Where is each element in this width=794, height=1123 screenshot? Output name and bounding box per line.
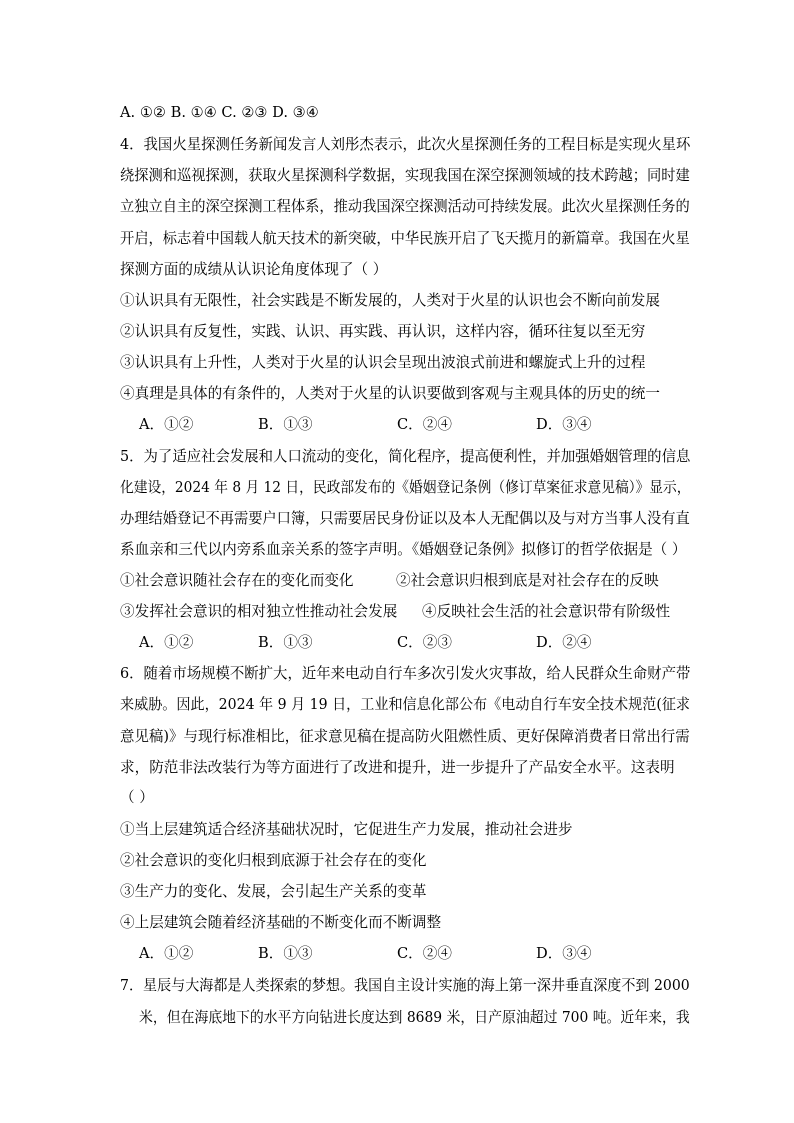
q5-stem-line: 系血亲和三代以内旁系血亲关系的签字声明。《婚姻登记条例》拟修订的哲学依据是（ ） — [120, 541, 687, 558]
q4-stem-line: 绕探测和巡视探测，获取火星探测科学数据，实现我国在深空探测领域的技术跨越；同时建 — [120, 167, 690, 184]
q6-statement: ①当上层建筑适合经济基础状况时，它促进生产力发展，推动社会进步 — [120, 821, 573, 838]
q6-stem-line: 来威胁。因此，2024 年 9 月 19 日，工业和信息化部公布《电动自行车安全技术规范(征求 — [120, 696, 691, 713]
q5-stem-line: 办理结婚登记不再需要户口簿，只需要居民身份证以及本人无配偶以及与对方当事人没有直 — [120, 510, 690, 527]
option-d: D．②④ — [536, 634, 592, 651]
option-c: C．②③ — [397, 634, 452, 651]
q5-statement: ③发挥社会意识的相对独立性推动社会发展 — [120, 603, 398, 620]
q5-statement-row — [120, 571, 680, 591]
q6-statement: ③生产力的变化、发展，会引起生产关系的变革 — [120, 883, 427, 900]
q4-stem-line: 立独立自主的深空探测工程体系，推动我国深空探测活动可持续发展。此次火星探测任务的 — [120, 198, 690, 215]
option-b: B．①③ — [258, 416, 313, 433]
q4-stem-line: 探测方面的成绩从认识论角度体现了（ ） — [120, 261, 388, 278]
q6-stem-line: 6．随着市场规模不断扩大，近年来电动自行车多次引发火灾事故，给人民群众生命财产带 — [120, 665, 691, 682]
q5-statement: ④反映社会生活的社会意识带有阶级性 — [422, 603, 671, 620]
option-a: A．①② — [139, 945, 194, 962]
q5-statement-row — [120, 602, 680, 622]
q6-statement: ②社会意识的变化归根到底源于社会存在的变化 — [120, 852, 427, 869]
q5-stem-line: 5．为了适应社会发展和人口流动的变化，简化程序，提高便利性，并加强婚姻管理的信息 — [120, 448, 691, 465]
q5-statement: ②社会意识归根到底是对社会存在的反映 — [396, 572, 659, 589]
q4-stem-line: 开启，标志着中国载人航天技术的新突破，中华民族开启了飞天揽月的新篇章。我国在火星 — [120, 230, 690, 247]
q6-stem-line: 求，防范非法改装行为等方面进行了改进和提升，进一步提升了产品安全水平。这表明 — [120, 759, 675, 776]
option-b: B．①③ — [258, 634, 313, 651]
q6-stem-line: （ ） — [120, 789, 154, 806]
q5-stem-line: 化建设，2024 年 8 月 12 日，民政部发布的《婚姻登记条例（修订草案征求意见稿）》显示， — [120, 479, 691, 496]
q5-statement: ①社会意识随社会存在的变化而变化 — [120, 572, 354, 589]
q6-statement: ④上层建筑会随着经济基础的不断变化而不断调整 — [120, 914, 442, 931]
q4-statement: ②认识具有反复性，实践、认识、再实践、再认识，这样内容，循环往复以至无穷 — [120, 323, 646, 340]
q4-statement: ①认识具有无限性，社会实践是不断发展的，人类对于火星的认识也会不断向前发展 — [120, 292, 660, 309]
option-a: A．①② — [139, 416, 194, 433]
q4-stem-line: 4．我国火星探测任务新闻发言人刘彤杰表示，此次火星探测任务的工程目标是实现火星环 — [120, 136, 691, 153]
q4-statement: ③认识具有上升性，人类对于火星的认识会呈现出波浪式前进和螺旋式上升的过程 — [120, 354, 646, 371]
q3-answer-options: A. ①② B. ①④ C. ②③ D. ③④ — [120, 104, 319, 121]
option-b: B．①③ — [258, 945, 313, 962]
option-a: A．①② — [139, 634, 194, 651]
option-c: C．②④ — [397, 945, 452, 962]
q7-stem-line: 米，但在海底地下的水平方向钻进长度达到 8689 米，日产原油超过 700 吨。近年来，我 — [139, 1009, 690, 1026]
option-c: C．②④ — [397, 416, 452, 433]
q6-stem-line: 意见稿)》与现行标准相比，征求意见稿在提高防火阻燃性质、更好保障消费者日常出行需 — [120, 728, 690, 745]
option-d: D．③④ — [536, 945, 592, 962]
q7-stem-line: 7．星辰与大海都是人类探索的梦想。我国自主设计实施的海上第一深井垂直深度不到 2000 — [120, 977, 690, 994]
option-d: D．③④ — [536, 416, 592, 433]
q4-statement: ④真理是具体的有条件的，人类对于火星的认识要做到客观与主观具体的历史的统一 — [120, 385, 660, 402]
